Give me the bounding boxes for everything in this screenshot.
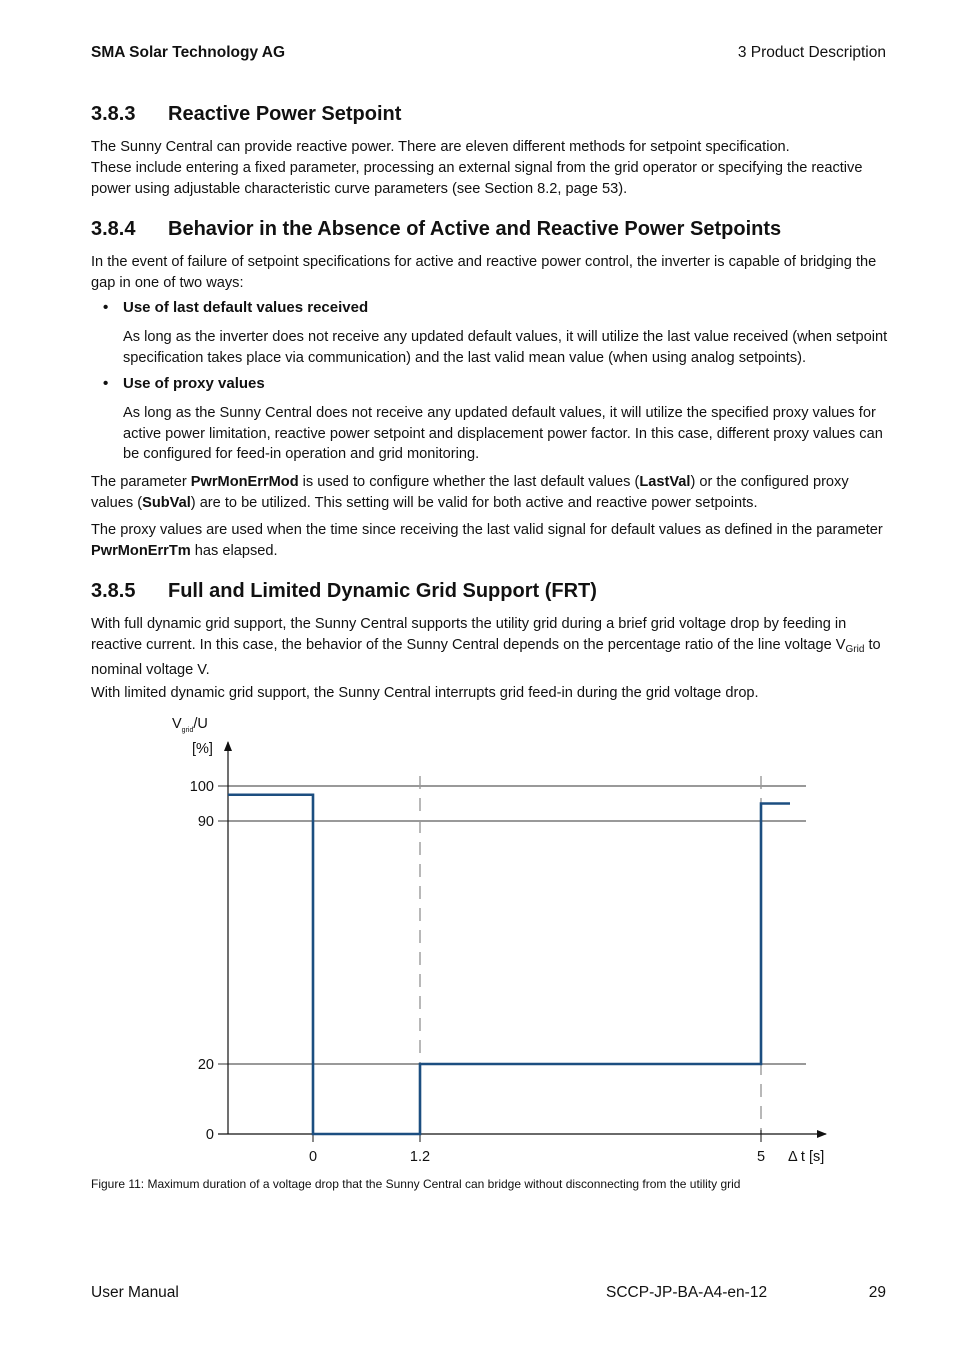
parameter-name: PwrMonErrMod [190, 474, 299, 490]
text-run: ) or the configured proxy values ( [91, 474, 849, 511]
text-run: The proxy values are used when the time since receiving the last valid signal for default values as defined in the parameter [91, 522, 883, 538]
y-tick-label: 90 [197, 814, 214, 830]
heading-3-8-5 [91, 580, 597, 603]
text-run: has elapsed. [190, 542, 278, 559]
y-axis-unit: [%] [192, 741, 213, 757]
heading-number: 3.8.3 [91, 103, 136, 125]
paragraph: As long as the Sunny Central does not receive any updated default values, it will utilize the specified proxy values for active power limitation, reactive power setpoint and displacement power factor. In this case, different proxy values can be configured for feed-in operation and grid monitoring. [123, 405, 883, 463]
bullet-mark: • [103, 299, 109, 316]
header-company: SMA Solar Technology AG [91, 44, 286, 61]
y-tick-label: 20 [197, 1057, 214, 1073]
bullet-title: Use of proxy values [123, 375, 265, 392]
bullet-title: Use of last default values received [123, 299, 369, 316]
heading-3-8-3 [91, 103, 401, 126]
subscript: Grid [845, 643, 865, 655]
paragraph: In the event of failure of setpoint specifications for active and reactive power control, the inverter is capable of bridging the gap in one of two ways: [91, 254, 877, 291]
heading-number: 3.8.4 [91, 218, 136, 240]
text-run: The parameter [91, 474, 191, 490]
y-axis-label: $V_{grid}/U$ [172, 716, 208, 734]
paragraph: As long as the inverter does not receive any updated default values, it will utilize the last value received (when setpoint specification takes place via communication) and the last valid mean value (when using analog setpoints). [123, 329, 888, 366]
voltage-drop-chart [0, 700, 954, 1180]
paragraph [91, 520, 886, 561]
parameter-name: PwrMonErrTm [91, 542, 191, 559]
text-run: ) are to be utilized. This setting will be valid for both active and reactive power setpoints. [190, 494, 758, 511]
paragraph: With limited dynamic grid support, the Sunny Central interrupts grid feed-in during the grid voltage drop. [91, 685, 759, 701]
paragraph [91, 472, 886, 513]
x-tick-label: 5 [756, 1149, 766, 1165]
heading-title: Full and Limited Dynamic Grid Support (FRT) [168, 580, 597, 602]
heading-title: Reactive Power Setpoint [168, 103, 402, 125]
bullet-item [103, 299, 368, 316]
parameter-value: LastVal [639, 474, 691, 490]
footer-document-code: SCCP-JP-BA-A4-en-12 [606, 1284, 768, 1301]
paragraph: These include entering a fixed parameter, processing an external signal from the grid operator or specifying the reactive power using adjustable characteristic curve parameters (see Section 8.2, page 53). [91, 160, 863, 197]
text-run: With full dynamic grid support, the Sunny Central supports the utility grid during a brief grid voltage drop by feeding in reactive current. In this case, the behavior of the Sunny Central depends on the percentage ratio of the line voltage V [91, 616, 847, 653]
heading-title: Behavior in the Absence of Active and Reactive Power Setpoints [168, 218, 782, 240]
header-section: 3 Product Description [737, 44, 886, 61]
x-tick-label: 1.2 [409, 1149, 431, 1165]
paragraph [91, 614, 886, 681]
bullet-mark: • [103, 375, 109, 392]
y-tick-label: 0 [205, 1127, 214, 1143]
text-run: is used to configure whether the last default values ( [298, 474, 640, 490]
x-tick-label: 0 [308, 1149, 318, 1165]
bullet-item [103, 375, 265, 392]
series-line-1 [228, 795, 790, 1134]
heading-number: 3.8.5 [91, 580, 136, 602]
footer-page-number: 29 [868, 1284, 886, 1301]
heading-3-8-4 [91, 218, 781, 241]
y-tick-label: 100 [189, 779, 214, 795]
paragraph: The Sunny Central can provide reactive power. There are eleven different methods for setpoint specification. [91, 139, 790, 155]
x-axis-label: Δ t [s] [788, 1149, 825, 1165]
text-run: to nominal voltage V. [91, 636, 881, 679]
footer-manual-type: User Manual [91, 1284, 179, 1301]
figure-caption: Figure 11: Maximum duration of a voltage drop that the Sunny Central can bridge without disconnecting from the utility grid [91, 1177, 741, 1191]
parameter-value: SubVal [142, 494, 191, 511]
